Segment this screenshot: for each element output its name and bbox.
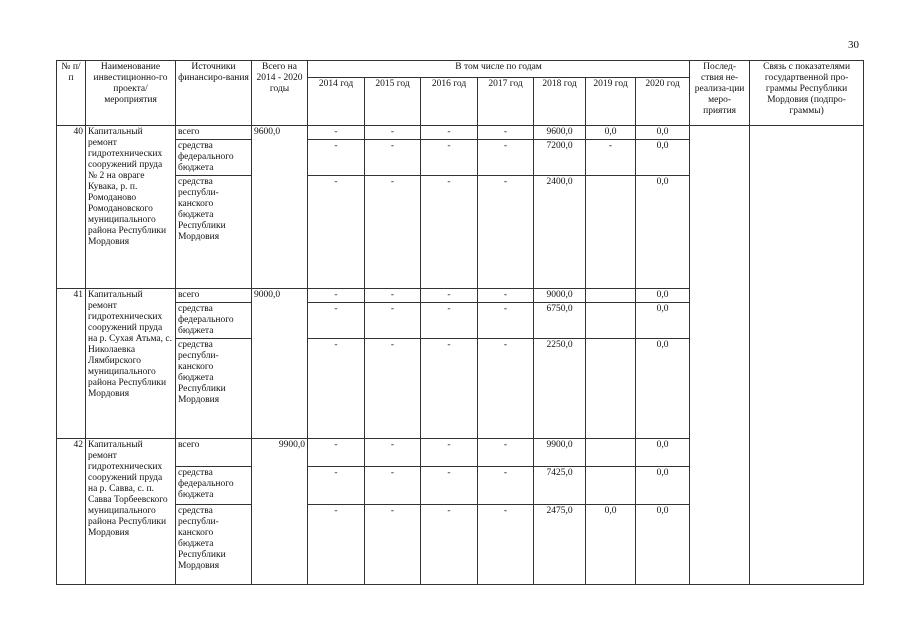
year-value: 7200,0 — [534, 140, 586, 176]
year-value: - — [478, 126, 534, 140]
year-value: - — [586, 140, 636, 176]
year-value: 2400,0 — [534, 176, 586, 289]
funding-source: средства федерального бюджета — [176, 140, 252, 176]
year-value — [586, 289, 636, 303]
year-value: - — [365, 505, 421, 585]
header-year: 2017 год — [478, 78, 534, 126]
funding-source: средства федерального бюджета — [176, 467, 252, 505]
year-value — [586, 176, 636, 289]
project-number: 42 — [57, 439, 86, 585]
year-value: 0,0 — [636, 439, 690, 467]
year-value: - — [478, 339, 534, 439]
year-value: 0,0 — [586, 126, 636, 140]
year-value: 0,0 — [636, 140, 690, 176]
year-value: 0,0 — [636, 176, 690, 289]
funding-source: средства республи-канского бюджета Республики Мордовия — [176, 176, 252, 289]
header-consequences: Послед-ствия не-реализа-ции меро-приятия — [690, 61, 750, 126]
year-value: 0,0 — [636, 505, 690, 585]
year-value — [586, 303, 636, 339]
year-value: - — [308, 176, 365, 289]
header-total: Всего на 2014 - 2020 годы — [252, 61, 308, 126]
year-value: - — [365, 126, 421, 140]
year-value: 0,0 — [636, 467, 690, 505]
header-year: 2015 год — [365, 78, 421, 126]
year-value: 0,0 — [586, 505, 636, 585]
year-value: - — [308, 505, 365, 585]
year-value: - — [478, 289, 534, 303]
link-cell — [750, 126, 864, 585]
year-value: 0,0 — [636, 126, 690, 140]
year-value: 6750,0 — [534, 303, 586, 339]
year-value: - — [365, 289, 421, 303]
year-value: - — [421, 467, 478, 505]
header-year: 2019 год — [586, 78, 636, 126]
funding-source: всего — [176, 439, 252, 467]
header-year: 2020 год — [636, 78, 690, 126]
year-value: - — [421, 289, 478, 303]
investment-table — [56, 60, 864, 585]
year-value: - — [421, 339, 478, 439]
year-value: - — [365, 439, 421, 467]
header-sources: Источники финансиро-вания — [176, 61, 252, 126]
year-value: - — [421, 505, 478, 585]
year-value: - — [365, 176, 421, 289]
header-year: 2016 год — [421, 78, 478, 126]
funding-source: всего — [176, 126, 252, 140]
year-value: - — [478, 140, 534, 176]
year-value: 0,0 — [636, 339, 690, 439]
project-name: Капитальный ремонт гидротехнических сооружений пруда на р. Сухая Атьма, с. Николаевка Лямбирского муниципального района Республики Мордовия — [86, 289, 176, 439]
header-link: Связь с показателями государтвенной про-граммы Республики Мордовия (подпро-граммы) — [750, 61, 864, 126]
year-value: - — [421, 140, 478, 176]
year-value: 0,0 — [636, 303, 690, 339]
year-value: 2250,0 — [534, 339, 586, 439]
project-name: Капитальный ремонт гидротехнических сооружений пруда № 2 на овраге Кувака, р. п. Ромоданово Ромодановского муниципального района Республики Мордовия — [86, 126, 176, 289]
funding-source: средства республи-канского бюджета Республики Мордовия — [176, 505, 252, 585]
year-value: - — [421, 439, 478, 467]
year-value: 9000,0 — [534, 289, 586, 303]
year-value: - — [308, 303, 365, 339]
year-value: - — [308, 126, 365, 140]
year-value: - — [421, 303, 478, 339]
year-value: - — [365, 140, 421, 176]
header-num: № п/п — [57, 61, 86, 126]
project-total: 9600,0 — [252, 126, 308, 289]
year-value: - — [308, 439, 365, 467]
year-value: 9900,0 — [534, 439, 586, 467]
project-total: 9000,0 — [252, 289, 308, 439]
header-year: 2014 год — [308, 78, 365, 126]
year-value: - — [365, 339, 421, 439]
project-total: 9900,0 — [252, 439, 308, 585]
header-by-years: В том числе по годам — [308, 61, 690, 78]
header-year: 2018 год — [534, 78, 586, 126]
page-number: 30 — [848, 39, 859, 51]
year-value — [586, 467, 636, 505]
project-name: Капитальный ремонт гидротехнических сооружений пруда на р. Савва, с. п. Савва Торбеевского муниципального района Республики Мордовия — [86, 439, 176, 585]
year-value: - — [308, 467, 365, 505]
year-value: - — [365, 467, 421, 505]
year-value: - — [308, 289, 365, 303]
year-value: - — [478, 176, 534, 289]
funding-source: средства федерального бюджета — [176, 303, 252, 339]
consequences-cell — [690, 126, 750, 585]
year-value: - — [421, 176, 478, 289]
funding-source: всего — [176, 289, 252, 303]
year-value: 7425,0 — [534, 467, 586, 505]
year-value: 0,0 — [636, 289, 690, 303]
year-value: - — [308, 140, 365, 176]
funding-source: средства республи-канского бюджета Республики Мордовия — [176, 339, 252, 439]
year-value: - — [308, 339, 365, 439]
table-row — [57, 126, 864, 140]
year-value — [586, 339, 636, 439]
year-value: 9600,0 — [534, 126, 586, 140]
year-value — [586, 439, 636, 467]
year-value: - — [478, 467, 534, 505]
year-value: - — [478, 439, 534, 467]
year-value: - — [478, 505, 534, 585]
year-value: - — [478, 303, 534, 339]
project-number: 41 — [57, 289, 86, 439]
year-value: - — [365, 303, 421, 339]
year-value: - — [421, 126, 478, 140]
header-name: Наименование инвестиционно-го проекта/ мероприятия — [86, 61, 176, 126]
year-value: 2475,0 — [534, 505, 586, 585]
project-number: 40 — [57, 126, 86, 289]
